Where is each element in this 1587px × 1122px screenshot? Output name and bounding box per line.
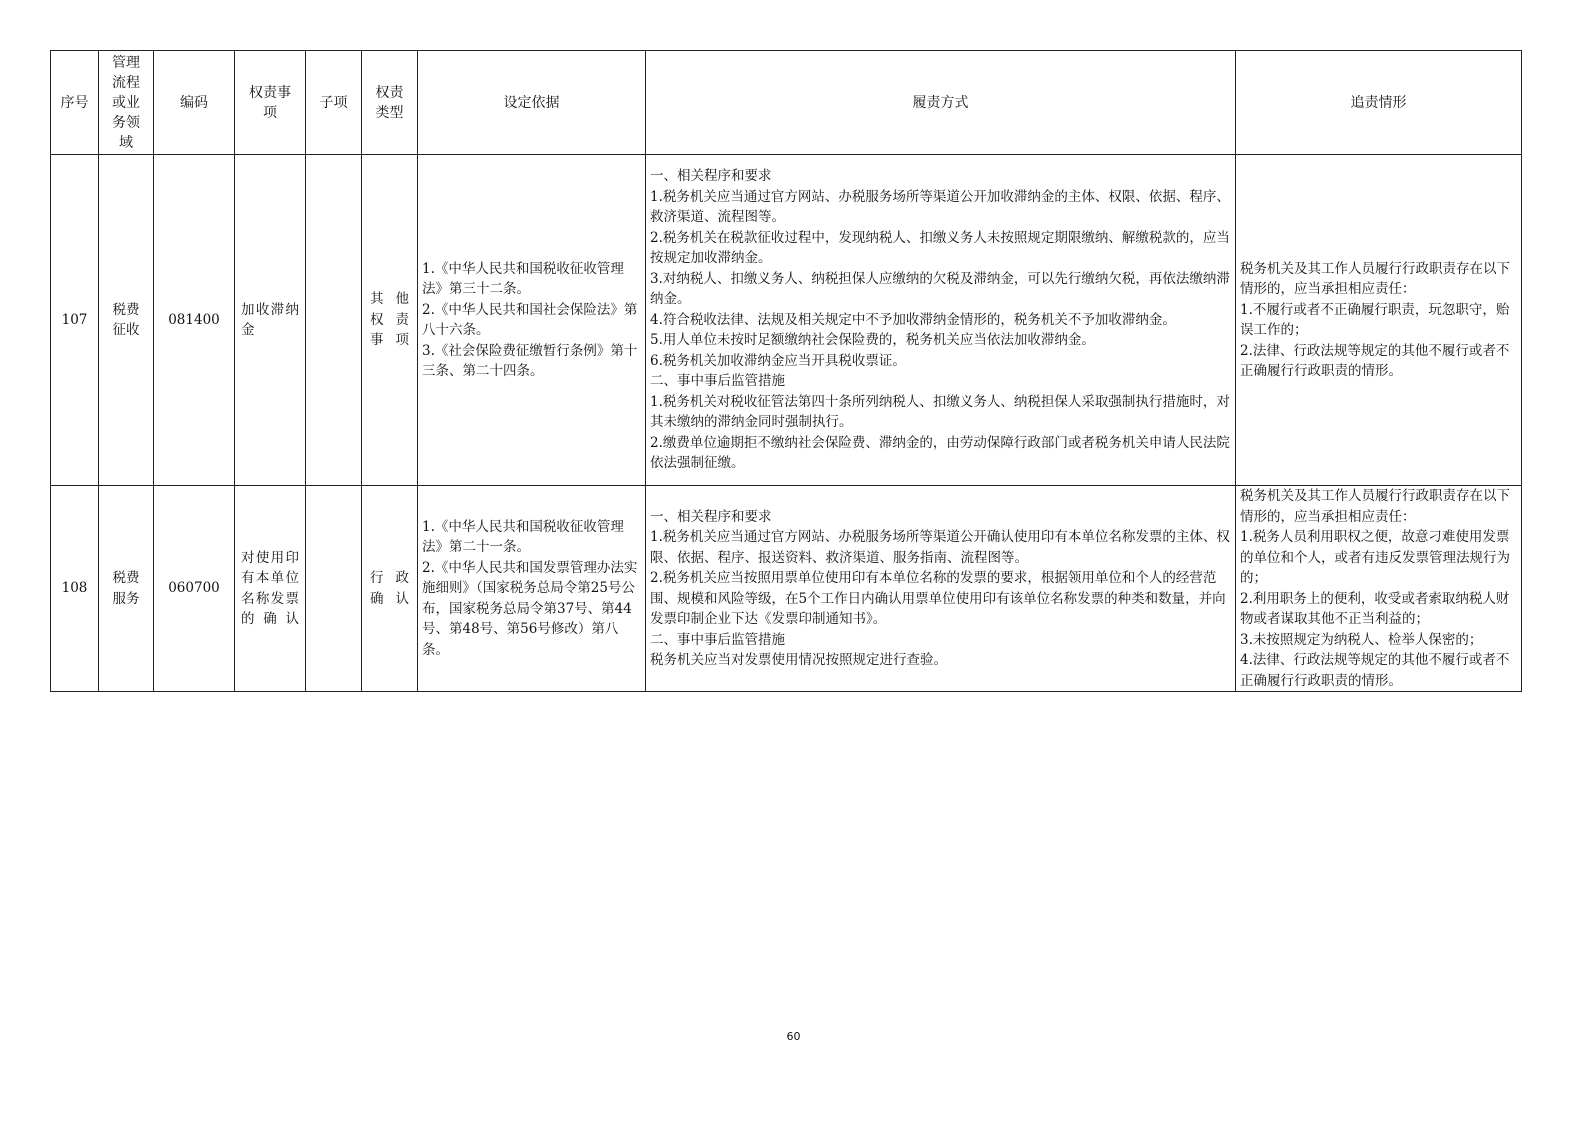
header-code: 编码 (154, 51, 235, 155)
method-line: 税务机关应当对发票使用情况按照规定进行查验。 (650, 652, 947, 668)
cell-item: 对使用印有本单位名称发票的确认 (235, 486, 306, 692)
header-liability: 追责情形 (1236, 51, 1522, 155)
page-number: 60 (786, 1030, 801, 1043)
cell-domain: 税费征收 (99, 155, 154, 486)
cell-type: 其他权责事项 (362, 155, 418, 486)
table-row (51, 155, 1522, 486)
method-line: 2.税务机关在税款征收过程中，发现纳税人、扣缴义务人未按照规定期限缴纳、解缴税款的，应当按规定加收滞纳金。 (650, 229, 1230, 267)
cell-type: 行政确认 (362, 486, 418, 692)
cell-basis (418, 155, 646, 486)
header-type: 权责类型 (362, 51, 418, 155)
liability-line: 税务机关及其工作人员履行行政职责存在以下情形的，应当承担相应责任： (1240, 260, 1510, 297)
cell-subitem (306, 155, 362, 486)
header-subitem: 子项 (306, 51, 362, 155)
method-line: 二、事中事后监管措施 (650, 373, 785, 390)
cell-code: 060700 (154, 486, 235, 692)
cell-method (646, 486, 1236, 692)
method-line: 6.税务机关加收滞纳金应当开具税收票证。 (650, 352, 906, 369)
liability-line: 3.未按照规定为纳税人、检举人保密的； (1240, 631, 1483, 648)
responsibility-table (50, 50, 1522, 692)
header-domain: 管理流程或业务领域 (99, 51, 154, 155)
cell-code: 081400 (154, 155, 235, 486)
cell-domain: 税费服务 (99, 486, 154, 692)
liability-line: 2.法律、行政法规等规定的其他不履行或者不正确履行行政职责的情形。 (1240, 342, 1510, 379)
method-line: 1.税务机关对税收征管法第四十条所列纳税人、扣缴义务人、纳税担保人采取强制执行措施时，对其未缴纳的滞纳金同时强制执行。 (650, 393, 1230, 431)
liability-line: 4.法律、行政法规等规定的其他不履行或者不正确履行行政职责的情形。 (1240, 652, 1510, 689)
table-row (51, 486, 1522, 692)
cell-seq: 107 (51, 155, 99, 486)
basis-line: 1.《中华人民共和国税收征收管理法》第三十二条。 (422, 260, 624, 297)
basis-line: 2.《中华人民共和国社会保险法》第八十六条。 (422, 301, 638, 338)
basis-line: 2.《中华人民共和国发票管理办法实施细则》（国家税务总局令第25号公布，国家税务总局令第37号、第44号、第48号、第56号修改）第八条。 (422, 559, 638, 658)
header-item: 权责事项 (235, 51, 306, 155)
method-line: 1.税务机关应当通过官方网站、办税服务场所等渠道公开加收滞纳金的主体、权限、依据、程序、救济渠道、流程图等。 (650, 188, 1230, 226)
method-line: 1.税务机关应当通过官方网站、办税服务场所等渠道公开确认使用印有本单位名称发票的主体、权限、依据、程序、报送资料、救济渠道、服务指南、流程图等。 (650, 529, 1230, 566)
header-basis: 设定依据 (418, 51, 646, 155)
cell-basis (418, 486, 646, 692)
cell-item: 加收滞纳金 (235, 155, 306, 486)
liability-line: 税务机关及其工作人员履行行政职责存在以下情形的，应当承担相应责任： (1240, 488, 1510, 525)
cell-subitem (306, 486, 362, 692)
method-line: 3.对纳税人、扣缴义务人、纳税担保人应缴纳的欠税及滞纳金，可以先行缴纳欠税，再依法缴纳滞纳金。 (650, 270, 1230, 308)
header-method: 履责方式 (646, 51, 1236, 155)
method-line: 5.用人单位未按时足额缴纳社会保险费的，税务机关应当依法加收滞纳金。 (650, 332, 1095, 349)
method-line: 2.缴费单位逾期拒不缴纳社会保险费、滞纳金的，由劳动保障行政部门或者税务机关申请人民法院依法强制征缴。 (650, 434, 1230, 472)
liability-line: 1.税务人员利用职权之便，故意刁难使用发票的单位和个人，或者有违反发票管理法规行为的； (1240, 529, 1510, 586)
method-line: 二、事中事后监管措施 (650, 631, 785, 648)
basis-line: 3.《社会保险费征缴暂行条例》第十三条、第二十四条。 (422, 342, 638, 379)
cell-liability (1236, 486, 1522, 692)
header-row (51, 51, 1522, 155)
cell-liability (1236, 155, 1522, 486)
basis-line: 1.《中华人民共和国税收征收管理法》第二十一条。 (422, 518, 624, 556)
liability-line: 2.利用职务上的便利，收受或者索取纳税人财物或者谋取其他不正当利益的； (1240, 590, 1510, 627)
liability-line: 1.不履行或者不正确履行职责，玩忽职守，贻误工作的； (1240, 301, 1510, 338)
method-line: 4.符合税收法律、法规及相关规定中不予加收滞纳金情形的，税务机关不予加收滞纳金。 (650, 311, 1176, 328)
method-line: 2.税务机关应当按照用票单位使用印有本单位名称的发票的要求，根据领用单位和个人的经营范围、规模和风险等级，在5个工作日内确认用票单位使用印有该单位名称发票的种类和数量，并向发票印制企业下达《发票印制通知书》。 (650, 570, 1226, 627)
header-seq: 序号 (51, 51, 99, 155)
method-line: 一、相关程序和要求 (650, 168, 772, 185)
cell-method (646, 155, 1236, 486)
cell-seq: 108 (51, 486, 99, 692)
method-line: 一、相关程序和要求 (650, 508, 772, 525)
